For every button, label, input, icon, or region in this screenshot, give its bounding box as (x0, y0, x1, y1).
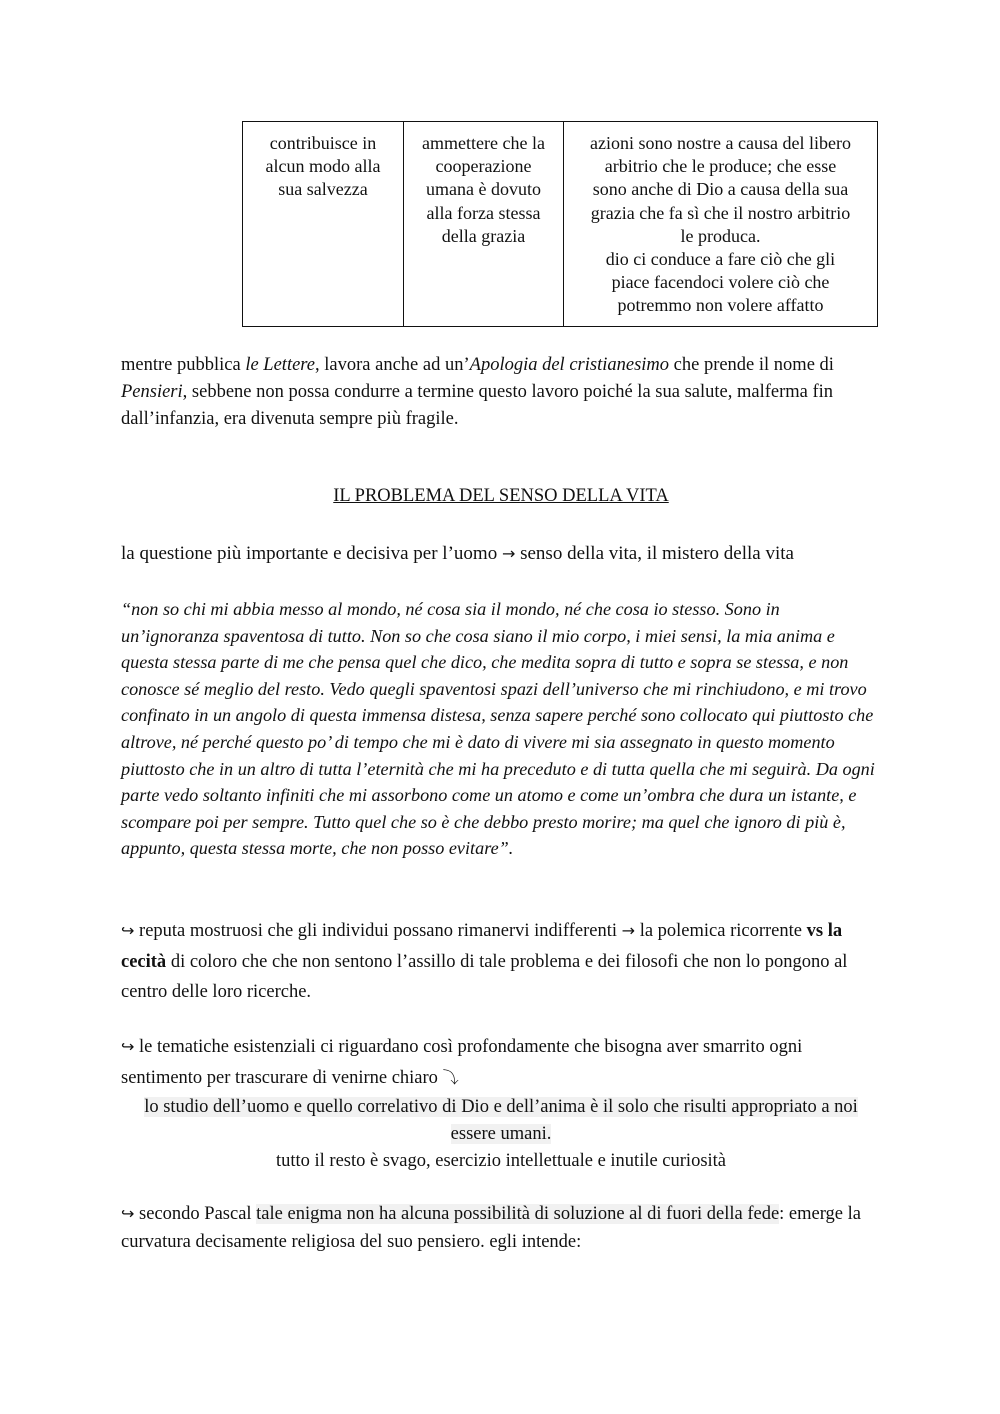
text-span: senso della vita, il mistero della vita (515, 543, 794, 564)
hook-arrow-icon: ↪ (121, 1037, 135, 1056)
table-cell-col3 (564, 122, 878, 327)
section-heading: IL PROBLEMA DEL SENSO DELLA VITA (333, 486, 669, 506)
text-span: mentre pubblica (121, 355, 246, 375)
text-span: di coloro che che non sentono l’assillo di tale problema e dei filosofi che non lo pongono al centro delle loro ricerche. (121, 951, 848, 1002)
cell-line: azioni sono nostre a causa del libero (590, 133, 851, 153)
italic-title-pensieri: Pensieri (121, 382, 183, 402)
curved-down-arrow-icon: ⤵ (442, 1067, 459, 1087)
centered-statement-2: tutto il resto è svago, esercizio intellettuale e inutile curiosità (275, 1151, 727, 1171)
text-span: che prende il nome di (669, 355, 834, 375)
text-span: le tematiche esistenziali ci riguardano così profondamente che bisogna aver smarrito ogni sentimento per trascurare di venirne chiaro (121, 1037, 803, 1088)
text-span: secondo Pascal (134, 1204, 257, 1224)
cell-line: piace facendoci volere ciò che (611, 272, 830, 293)
cell-line: dio ci conduce a fare ciò che gli (605, 249, 836, 270)
text-span: , lavora anche ad un’ (315, 355, 470, 375)
cell-line: della grazia (441, 225, 526, 246)
paragraph-faith (121, 1200, 881, 1256)
cell-line: alla forza stessa (426, 202, 541, 223)
right-arrow-icon: → (621, 921, 636, 940)
text-span: la questione più importante e decisiva per l’uomo (121, 543, 502, 564)
comparison-table (242, 121, 878, 327)
cell-line: ammettere che la (422, 133, 545, 153)
italic-title-lettere: le Lettere (245, 355, 316, 375)
table-cell-col1 (243, 122, 404, 327)
text-span: : emerge la curvatura decisamente religiosa del suo pensiero. egli intende: (121, 1204, 861, 1252)
cell-line: umana è dovuto (426, 179, 541, 200)
question-paragraph (121, 540, 881, 567)
pascal-quote: “non so chi mi abbia messo al mondo, né cosa sia il mondo, né che cosa io stesso. Sono in un’ignoranza spaventosa di tutto. Non so che cosa siano il mio corpo, i miei sensi, la mia anima e questa stessa parte di me che pensa quel che dico, che medita sopra di tutto e sopra se stessa, e non conosce sé meglio del resto. Vedo quegli spaventosi spazi dell’universo che mi rinchiudono, e mi trovo confinato in un angolo di questa immensa distesa, senza sapere perché sono collocato qui piuttosto che altrove, né perché questo po’ di tempo che mi è dato di vivere mi sia assegnato in questo momento piuttosto che in un altro di tutta l’eternità che mi ha preceduto e di tutta quella che mi seguirà. Da ogni parte vedo soltanto infiniti che mi assorbono come un atomo e come un’ombra che dura un istante, e scompare poi per sempre. Tutto quel che so è che debbo presto morire; ma quel che ignoro di più è, appunto, questa stessa morte, che non posso evitare”. (121, 599, 875, 859)
right-arrow-icon: → (501, 544, 516, 563)
hook-arrow-icon: ↪ (121, 921, 135, 940)
paragraph-existential (121, 1032, 881, 1093)
hook-arrow-icon: ↪ (121, 1204, 135, 1223)
cell-line: le produca. (680, 225, 761, 246)
bold-text: vs la cecità (121, 921, 843, 972)
cell-line: cooperazione (435, 156, 532, 177)
cell-line: arbitrio che le produce; che esse (604, 156, 837, 177)
italic-title-apologia: Apologia del cristianesimo (469, 355, 670, 375)
text-span: la polemica ricorrente (635, 921, 807, 941)
text-span: , sebbene non possa condurre a termine questo lavoro poiché la sua salute, malferma fin dall’infanzia, era divenuta sempre più fragile. (121, 382, 834, 429)
cell-line: grazia che fa sì che il nostro arbitrio (590, 202, 851, 223)
cell-line: alcun modo alla (265, 156, 381, 177)
intro-paragraph (121, 352, 881, 433)
cell-line: sua salvezza (278, 179, 368, 200)
table-row (243, 122, 878, 327)
cell-line: potremmo non volere affatto (617, 295, 824, 316)
paragraph-indifference (121, 916, 881, 1008)
cell-line: contribuisce in (269, 133, 377, 153)
highlighted-text: tale enigma non ha alcuna possibilità di soluzione al di fuori della fede (256, 1204, 780, 1224)
text-span: reputa mostruosi che gli individui possano rimanervi indifferenti (134, 921, 622, 941)
highlighted-text: lo studio dell’uomo e quello correlativo di Dio e dell’anima è il solo che risulti appropriato a noi essere umani. (144, 1097, 858, 1144)
cell-line: sono anche di Dio a causa della sua (592, 179, 849, 200)
table-cell-col2 (404, 122, 564, 327)
centered-statement (121, 1094, 881, 1148)
